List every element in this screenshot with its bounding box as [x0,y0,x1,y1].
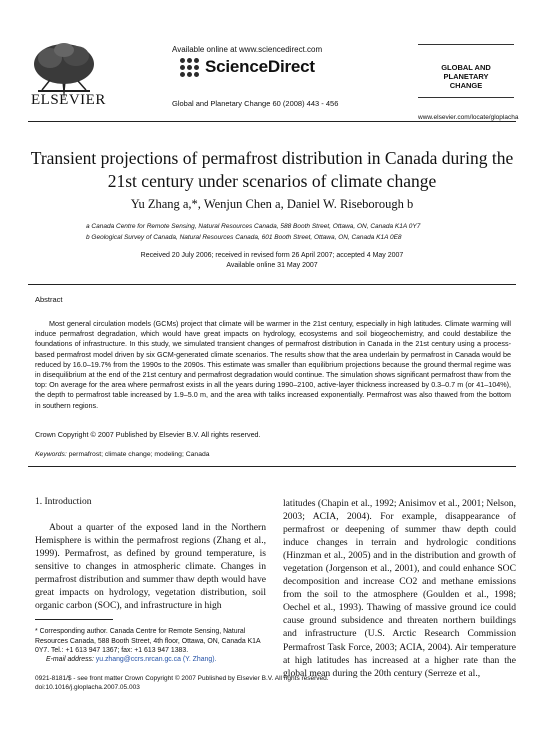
keywords-line [35,451,210,458]
abstract-body: Most general circulation models (GCMs) project that climate will be warmer in the 21st century, especially in high latitudes. Climate warming will induce permafrost degradation, which would have great impacts on hydrology, ecosystems and soil biogeochemistry, and could destabilize the foundations of infrastructure. In this study, we simulated transient changes of permafrost distribution in Canada in the 21st century using a process-based permafrost model driven by six GCM-generated climate scenarios. The results show that the area underlain by permafrost in Canada would be reduced by 16.0–19.7% from the 1990s to the 2090s. This estimate was smaller than equilibrium projections because the ground thermal regime was in disequilibrium at the end of the 21st century and permafrost degradation would continue. The simulation shows significant permafrost thaw from the top: On average for the area where permafrost exists in all the years during 1990–2100, active-layer thickness increased by 0.3–0.7 m (or 41–104%), the depth to permafrost table increased by 1.9–5.0 m, and the area with taliks increased exponentially. Permafrost was also thawed from the bottom in southern regions. [35,319,511,410]
front-matter-block [35,674,329,692]
affiliation-a: a Canada Centre for Remote Sensing, Natural Resources Canada, 588 Booth Street, Ottawa, ON, Canada K1A 0Y7 [86,223,421,230]
journal-citation: Global and Planetary Change 60 (2008) 443 - 456 [172,99,339,108]
available-online-date: Available online 31 May 2007 [226,262,318,269]
sciencedirect-wordmark: ScienceDirect [205,57,315,76]
doi-line[interactable]: doi:10.1016/j.gloplacha.2007.05.003 [35,684,140,691]
corresponding-author-footnote: * Corresponding author. Canada Centre for Remote Sensing, Natural Resources Canada, 588 Booth Street, 4th floor, Ottawa, ON, Canada K1A 0Y7. Tel.: +1 613 947 1367; fax: +1 613 947 1383. [35,628,261,655]
sciencedirect-dots-icon [180,58,199,77]
abstract-top-divider [28,284,516,285]
email-label: E-mail address: [46,656,94,663]
footnote-divider [35,619,113,620]
publisher-name: ELSEVIER [31,92,106,108]
keywords-label: Keywords: [35,451,67,458]
affiliation-b: b Geological Survey of Canada, Natural Resources Canada, 601 Booth Street, Ottawa, ON, Canada K1A 0E8 [86,234,402,241]
available-online-note: Available online at www.sciencedirect.com [172,45,323,54]
journal-url-link[interactable]: www.elsevier.com/locate/gloplacha [418,114,519,121]
received-dates: Received 20 July 2006; received in revised form 26 April 2007; accepted 4 May 2007 [140,252,404,259]
section-heading-introduction: 1. Introduction [35,497,92,507]
email-link[interactable]: yu.zhang@ccrs.nrcan.gc.ca (Y. Zhang). [95,656,217,663]
body-column-left: About a quarter of the exposed land in the Northern Hemisphere is within the permafrost regions (Zhang et al., 1999). Permafrost, as defined by ground temperature, is sensitive to changes in atmospheric climate. Changes in permafrost distribution and summer thaw depth would have great impacts on hydrology, vegetation distribution, soil organic carbon (SOC), and infrastructure in high [35,522,266,612]
issn-line: 0921-8181/$ - see front matter Crown Copyright © 2007 Published by Elsevier B.V. All rights reserved. [35,675,329,682]
email-footnote [46,656,216,663]
journal-title-line2: CHANGE [449,81,483,90]
keywords-list: permafrost; climate change; modeling; Canada [68,451,210,458]
abstract-bottom-divider [28,466,516,467]
author-list: Yu Zhang a,*, Wenjun Chen a, Daniel W. Riseborough b [130,197,414,211]
article-title [30,147,514,193]
journal-cover-badge [418,44,514,98]
body-column-right: latitudes (Chapin et al., 1992; Anisimov et al., 2001; Nelson, 2003; ACIA, 2004). For example, disappearance of permafrost or deepening of summer thaw depth could induce changes in terrain and hydrologic conditions (Hinzman et al., 2005) and in the distribution and growth of vegetation (Jorgenson et al., 2001), and could enhance SOC decomposition and increase CO2 and methane emissions from the soil to the atmosphere (Goulden et al., 1998; Oechel et al., 1993). Thawing of massive ground ice could cause ground subsidence and threaten northern buildings and infrastructure (U.S. Arctic Research Commission Permafrost Task Force, 2003; ACIA, 2004). Air temperature at high latitudes has increased at a higher rate than the global mean during the 20th century (Serreze et al., [283,498,516,679]
abstract-heading: Abstract [35,295,63,304]
title-line-1: Transient projections of permafrost distribution in Canada during the [30,148,514,168]
journal-title-line1: GLOBAL AND PLANETARY [441,63,491,81]
header-divider [28,121,516,122]
title-line-2: 21st century under scenarios of climate change [107,171,437,191]
sciencedirect-brand[interactable] [180,57,315,77]
copyright-line: Crown Copyright © 2007 Published by Elsevier B.V. All rights reserved. [35,430,261,439]
